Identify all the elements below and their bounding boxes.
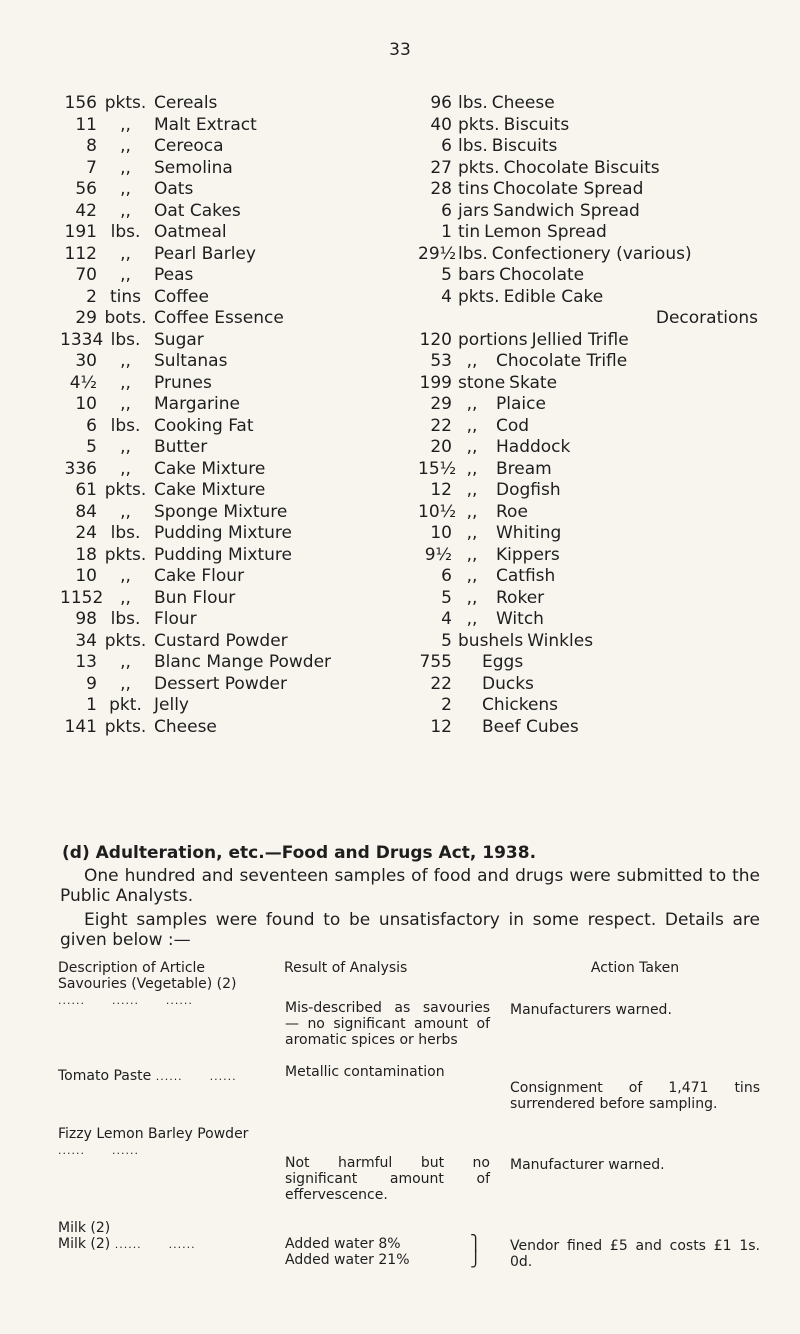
list-item [60,545,380,567]
description-text: Milk (2) [58,1236,111,1252]
item-unit: ,, [466,609,478,629]
item-name: Jellied Trifle [531,329,629,350]
item-name: Chocolate Trifle [496,351,628,371]
list-item [418,652,758,674]
list-item [60,588,380,610]
item-unit: lbs. [110,523,141,543]
item-unit: ,, [120,114,131,135]
right-supplies-list [418,93,758,738]
item-quantity: 156 [64,93,97,113]
item-unit: pkts. [458,114,500,135]
item-name: Lemon Spread [484,222,607,242]
item-quantity: 4 [441,286,452,307]
item-name: Edible Cake [503,286,604,307]
item-unit: pkts. [104,716,147,737]
list-item [418,136,758,158]
item-quantity: 6 [441,200,452,221]
item-unit: ,, [120,136,131,156]
item-name: Blanc Mange Powder [154,652,332,672]
list-item [418,244,758,266]
item-unit: ,, [120,652,131,672]
leader-dots: ...... ...... [114,1238,196,1251]
item-quantity: 5 [86,437,97,457]
item-name: Roe [496,501,528,522]
table-row-result: Added water 8% [285,1236,401,1252]
item-unit: ,, [120,179,131,199]
item-unit: ,, [466,587,478,608]
item-unit: lbs. [110,222,141,242]
item-quantity: 4½ [69,372,97,393]
item-name: Chocolate Spread [493,179,644,199]
item-unit: pkts. [104,480,147,500]
item-name: Bun Flour [154,587,236,608]
item-name: Cake Flour [154,566,245,586]
item-quantity: 10 [75,394,97,414]
item-name: Biscuits [503,114,570,135]
item-quantity: 120 [419,329,452,350]
list-item [60,652,380,674]
item-name: Chickens [482,695,559,715]
item-quantity: 191 [64,222,97,242]
list-item [60,201,380,223]
list-item [418,609,758,631]
left-supplies-list [60,93,380,738]
list-item [418,330,758,352]
table-row-result: Mis-described as savouries — no significant amount of aromatic spices or herbs [285,1000,490,1048]
item-name: Jelly [154,695,189,715]
item-unit: portions [458,329,528,350]
item-unit: lbs. [110,609,141,629]
item-unit: ,, [120,372,131,393]
item-quantity: 56 [75,179,97,199]
item-quantity: 20 [430,437,452,457]
item-name: Whiting [496,523,562,543]
list-item [418,287,758,309]
list-item [60,244,380,266]
list-item [60,523,380,545]
item-name: Pudding Mixture [154,544,292,565]
list-item [418,437,758,459]
item-name: Skate [509,372,558,393]
item-name: Sponge Mixture [154,501,288,522]
item-quantity: 1 [441,222,452,242]
item-quantity: 199 [419,372,452,393]
item-unit: ,, [120,501,131,522]
item-unit: lbs. [110,329,141,350]
item-name: Prunes [154,372,212,393]
item-name: Cheese [491,93,555,113]
list-item [418,351,758,373]
item-name: Flour [154,609,197,629]
item-name: Butter [154,437,208,457]
item-unit: ,, [120,458,131,479]
list-item [418,265,758,287]
list-item [418,674,758,696]
list-item [60,717,380,739]
item-quantity: 2 [86,286,97,307]
item-unit: ,, [466,523,478,543]
list-item [60,566,380,588]
list-item [60,330,380,352]
item-unit: ,, [466,566,478,586]
item-quantity: 34 [75,630,97,651]
description-text: Tomato Paste [58,1068,152,1084]
list-item [60,351,380,373]
item-unit: ,, [120,394,131,414]
item-name: Oats [154,179,194,199]
item-quantity: 18 [75,544,97,565]
list-item [418,459,758,481]
item-unit: lbs. [458,93,488,113]
description-text: Savouries (Vegetable) (2) [58,976,237,992]
item-name: Beef Cubes [482,716,579,737]
item-quantity: 10 [430,523,452,543]
item-name: Confectionery (various) [491,243,692,264]
table-row-result: Not harmful but no significant amount of effervescence. [285,1155,490,1203]
list-item [60,136,380,158]
item-unit: ,, [466,394,478,414]
item-unit: ,, [120,437,131,457]
leader-dots: ...... ...... [155,1070,237,1083]
item-unit: ,, [120,566,131,586]
list-item [418,717,758,739]
leader-dots: ...... ...... [58,1144,139,1157]
item-name: Roker [496,587,545,608]
item-unit: pkts. [104,630,147,651]
item-name: Pearl Barley [154,243,256,264]
list-item [60,437,380,459]
table-row-result: Added water 21% [285,1252,410,1268]
table-row-description [58,1126,253,1159]
item-name: Winkles [527,630,594,651]
paragraph-unsatisfactory-samples: Eight samples were found to be unsatisfactory in some respect. Details are given below :— [60,910,760,950]
item-unit: ,, [466,480,478,500]
list-item [60,394,380,416]
item-quantity: 6 [441,136,452,156]
list-item [60,115,380,137]
item-unit: ,, [120,351,131,371]
column-header-action: Action Taken [590,960,680,976]
item-name: Kippers [496,544,560,565]
item-quantity: 29½ [418,243,457,264]
item-name: Biscuits [491,136,558,156]
item-unit: ,, [466,458,478,479]
item-name: Witch [496,609,544,629]
page-number: 33 [389,40,411,60]
list-item [418,158,758,180]
column-header-result: Result of Analysis [284,960,408,976]
column-header-description: Description of Article [58,960,206,976]
item-quantity: 10½ [418,501,457,522]
item-unit: ,, [120,265,131,285]
item-unit: tins [458,179,490,199]
paragraph-samples-submitted: One hundred and seventeen samples of food and drugs were submitted to the Public Analysts. [60,866,760,906]
item-name: Cake Mixture [154,458,266,479]
item-quantity: 9½ [424,544,452,565]
item-quantity: 22 [430,673,452,694]
item-quantity: 30 [75,351,97,371]
item-unit: ,, [120,200,131,221]
item-quantity: 5 [441,587,452,608]
item-quantity: 11 [75,114,97,135]
list-item [418,566,758,588]
list-item [418,695,758,717]
item-quantity: 40 [430,114,452,135]
item-name: Coffee [154,286,209,307]
item-name: Sugar [154,329,204,350]
item-unit: bars [458,265,496,285]
item-name: Cereals [154,93,218,113]
list-item [418,588,758,610]
list-item [418,394,758,416]
list-item [60,179,380,201]
item-quantity: 28 [430,179,452,199]
list-item [60,265,380,287]
item-quantity: 6 [441,566,452,586]
item-unit: ,, [466,351,478,371]
list-item [60,674,380,696]
table-row-action: Manufacturer warned. [510,1157,665,1173]
item-quantity: 24 [75,523,97,543]
list-item [60,502,380,524]
item-unit: ,, [120,587,131,608]
table-row-description [58,1220,273,1236]
item-quantity: 22 [430,415,452,436]
item-quantity: 4 [441,609,452,629]
item-quantity: 98 [75,609,97,629]
list-item [418,502,758,524]
item-name: Dogfish [496,480,561,500]
description-text: Fizzy Lemon Barley Powder [58,1126,249,1142]
item-name: Decorations [655,308,758,328]
item-name: Pudding Mixture [154,523,292,543]
brace-top: ⎫ [470,1234,482,1252]
item-quantity: 336 [64,458,97,479]
item-quantity: 27 [430,157,452,178]
item-unit: lbs. [110,415,141,436]
description-text: Milk (2) [58,1220,111,1236]
list-item [418,545,758,567]
list-item [60,631,380,653]
list-item [418,373,758,395]
list-item [60,93,380,115]
item-name: Bream [496,458,552,479]
list-item [60,459,380,481]
item-quantity: 12 [430,716,452,737]
item-name: Cheese [154,716,217,737]
list-item [60,158,380,180]
list-item [418,222,758,244]
item-name: Haddock [496,437,571,457]
item-unit: pkts. [104,544,147,565]
item-unit: pkts. [458,286,500,307]
item-name: Oat Cakes [154,200,241,221]
list-item [418,179,758,201]
item-unit: ,, [120,673,131,694]
item-unit: tins [109,286,142,307]
item-quantity: 8 [86,136,97,156]
item-name: Eggs [482,652,524,672]
list-item [418,201,758,223]
table-row-description [58,1068,273,1085]
table-row-description [58,1236,273,1253]
list-item [60,287,380,309]
item-unit: pkts. [104,93,147,113]
table-row-result: Metallic contamination [285,1064,445,1080]
item-unit: lbs. [458,243,488,264]
item-unit: ,, [466,415,478,436]
item-name: Catfish [496,566,556,586]
item-unit: ,, [120,157,131,178]
item-quantity: 10 [75,566,97,586]
item-quantity: 141 [64,716,97,737]
item-name: Plaice [496,394,546,414]
item-quantity: 29 [75,308,97,328]
list-item [418,115,758,137]
item-quantity: 70 [75,265,97,285]
item-unit: stone [458,372,506,393]
item-quantity: 29 [430,394,452,414]
list-item [60,308,380,330]
item-name: Cooking Fat [154,415,254,436]
item-name: Coffee Essence [154,308,284,328]
list-item [418,308,758,330]
item-name: Peas [154,265,194,285]
item-name: Custard Powder [154,630,288,651]
item-quantity: 61 [75,480,97,500]
item-name: Malt Extract [154,114,257,135]
item-unit: pkt. [109,695,142,715]
item-name: Cake Mixture [154,480,266,500]
item-name: Cereoca [154,136,224,156]
item-quantity: 13 [75,652,97,672]
item-name: Ducks [482,673,534,694]
section-heading: (d) Adulteration, etc.—Food and Drugs Act, 1938. [62,843,537,863]
list-item [60,373,380,395]
item-quantity: 42 [75,200,97,221]
leader-dots: ...... ...... ...... [58,994,193,1007]
item-quantity: 755 [419,652,452,672]
item-quantity: 7 [86,157,97,178]
item-unit: jars [458,200,489,221]
item-quantity: 5 [441,630,452,651]
item-quantity: 12 [430,480,452,500]
table-row-action: Vendor fined £5 and costs £1 1s. 0d. [510,1238,760,1270]
item-name: Dessert Powder [154,673,287,694]
list-item [60,480,380,502]
item-name: Chocolate Biscuits [503,157,660,178]
list-item [60,416,380,438]
item-unit: bots. [104,308,147,328]
list-item [418,523,758,545]
list-item [60,222,380,244]
item-unit: bushels [458,630,524,651]
item-quantity: 6 [86,415,97,436]
item-quantity: 53 [430,351,452,371]
item-quantity: 1152 [60,587,104,608]
item-unit: lbs. [458,136,488,156]
item-name: Oatmeal [154,222,227,242]
item-unit: ,, [466,437,478,457]
list-item [418,631,758,653]
table-row-description [58,976,273,1009]
item-name: Chocolate [499,265,585,285]
brace-bottom: ⎭ [470,1250,482,1268]
list-item [60,609,380,631]
item-quantity: 1334 [60,329,104,350]
list-item [418,416,758,438]
table-row-action: Consignment of 1,471 tins surrendered before sampling. [510,1080,760,1112]
item-name: Cod [496,415,530,436]
item-quantity: 96 [430,93,452,113]
item-name: Sandwich Spread [493,200,640,221]
item-quantity: 84 [75,501,97,522]
item-quantity: 1 [86,695,97,715]
list-item [60,695,380,717]
item-unit: ,, [120,243,131,264]
item-quantity: 112 [64,243,97,264]
item-quantity: 5 [441,265,452,285]
item-quantity: 9 [86,673,97,694]
item-name: Semolina [154,157,233,178]
item-name: Margarine [154,394,240,414]
item-quantity: 15½ [418,458,457,479]
list-item [418,480,758,502]
item-quantity: 2 [441,695,452,715]
item-unit: ,, [466,544,478,565]
item-name: Sultanas [154,351,228,371]
item-unit: pkts. [458,157,500,178]
list-item [418,93,758,115]
item-unit: ,, [466,501,478,522]
item-unit: tin [458,222,481,242]
table-row-action: Manufacturers warned. [510,1002,672,1018]
